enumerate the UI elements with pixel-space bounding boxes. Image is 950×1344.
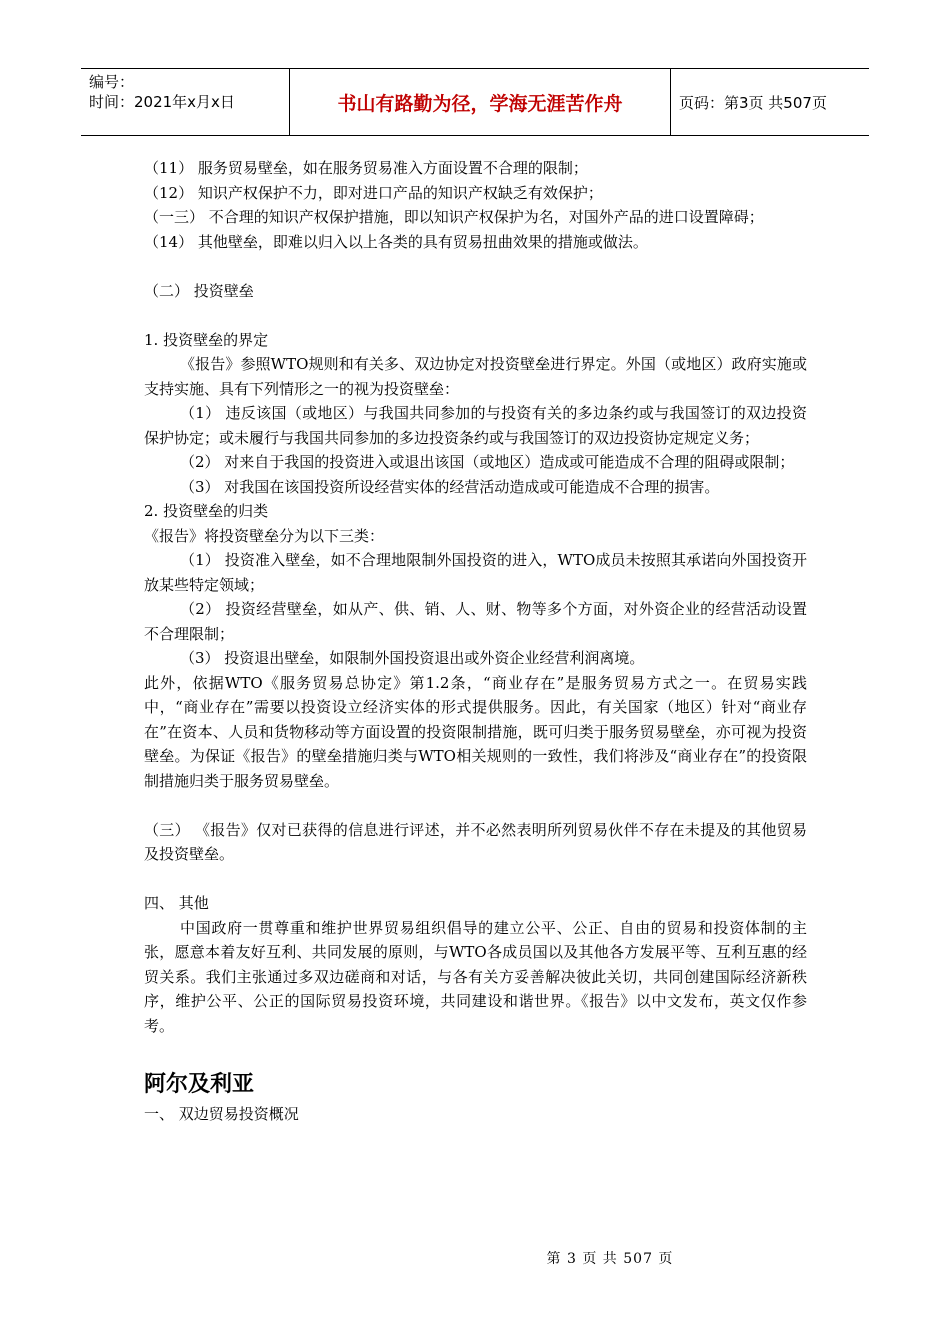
subsection-heading: 一、 双边贸易投资概况: [144, 1105, 299, 1123]
paragraph: （3） 投资退出壁垒，如限制外国投资退出或外资企业经营利润离境。: [180, 649, 645, 667]
paragraph: 《报告》参照WTO规则和有关多、双边协定对投资壁垒进行界定。外国（或地区）政府实施或支持实施、具有下列情形之一的视为投资壁垒：: [144, 355, 807, 398]
paragraph: （11） 服务贸易壁垒，如在服务贸易准入方面设置不合理的限制；: [144, 159, 588, 177]
paragraph: 《报告》将投资壁垒分为以下三类：: [144, 526, 385, 545]
date-label: 时间：2021年x月x日: [89, 93, 235, 111]
paragraph: （14） 其他壁垒，即难以归入以上各类的具有贸易扭曲效果的措施或做法。: [144, 232, 648, 251]
paragraph: （三） 《报告》仅对已获得的信息进行评述，并不必然表明所列贸易伙伴不存在未提及的其他贸易及投资壁垒。: [144, 820, 807, 863]
section-heading: 四、 其他: [144, 894, 209, 912]
paragraph: （2） 对来自于我国的投资进入或退出该国（或地区）造成或可能造成不合理的阻碍或限制；: [180, 453, 795, 471]
paragraph: （12） 知识产权保护不力，即对进口产品的知识产权缺乏有效保护；: [144, 183, 603, 202]
paragraph: （1） 违反该国（或地区）与我国共同参加的与投资有关的多边条约或与我国签订的双边投资保护协定；或未履行与我国共同参加的多边投资条约或与我国签订的双边投资协定规定义务；: [144, 404, 807, 447]
paragraph: 1. 投资壁垒的界定: [144, 330, 269, 349]
paragraph: （2） 投资经营壁垒，如从产、供、销、人、财、物等多个方面，对外资企业的经营活动设置不合理限制；: [144, 600, 807, 643]
document-body: [144, 156, 807, 1127]
number-label: 编号：: [89, 73, 135, 91]
paragraph: （1） 投资准入壁垒，如不合理地限制外国投资的进入，WTO成员未按照其承诺向外国投资开放某些特定领域；: [144, 551, 807, 594]
page-header: [81, 68, 869, 136]
paragraph: （一三） 不合理的知识产权保护措施，即以知识产权保护为名，对国外产品的进口设置障碍；: [144, 208, 764, 226]
country-heading: 阿尔及利亚: [144, 1072, 255, 1097]
paragraph: 中国政府一贯尊重和维护世界贸易组织倡导的建立公平、公正、自由的贸易和投资体制的主张，愿意本着友好互利、共同发展的原则，与WTO各成员国以及其他各方发展平等、互利互惠的经贸关系。我们主张通过多双边磋商和对话，与各有关方妥善解决彼此关切，共同创建国际经济新秩序，维护公平、公正的国际贸易投资环境，共同建设和谐世界。《报告》以中文发布，英文仅作参考。: [144, 918, 807, 1035]
paragraph: （3） 对我国在该国投资所设经营实体的经营活动造成或可能造成不合理的损害。: [180, 477, 720, 496]
paragraph: 此外，依据WTO《服务贸易总协定》第1.2条，“商业存在”是服务贸易方式之一。在贸易实践中，“商业存在”需要以投资设立经济实体的形式提供服务。因此，有关国家（地区）针对“商业存在”在资本、人员和货物移动等方面设置的投资限制措施，既可归类于服务贸易壁垒，亦可视为投资壁垒。为保证《报告》的壁垒措施归类与WTO相关规则的一致性，我们将涉及“商业存在”的投资限制措施归类于服务贸易壁垒。: [144, 673, 807, 790]
page-number: 第 3 页 共 507 页: [546, 1251, 674, 1267]
header-meta: [81, 69, 290, 135]
section-heading: （二） 投资壁垒: [144, 281, 254, 300]
header-page-label: 页码：第3页 共507页: [679, 93, 827, 112]
paragraph: 2. 投资壁垒的归类: [144, 502, 269, 520]
page-footer: [0, 1248, 950, 1268]
header-motto: 书山有路勤为径，学海无涯苦作舟: [290, 69, 671, 135]
